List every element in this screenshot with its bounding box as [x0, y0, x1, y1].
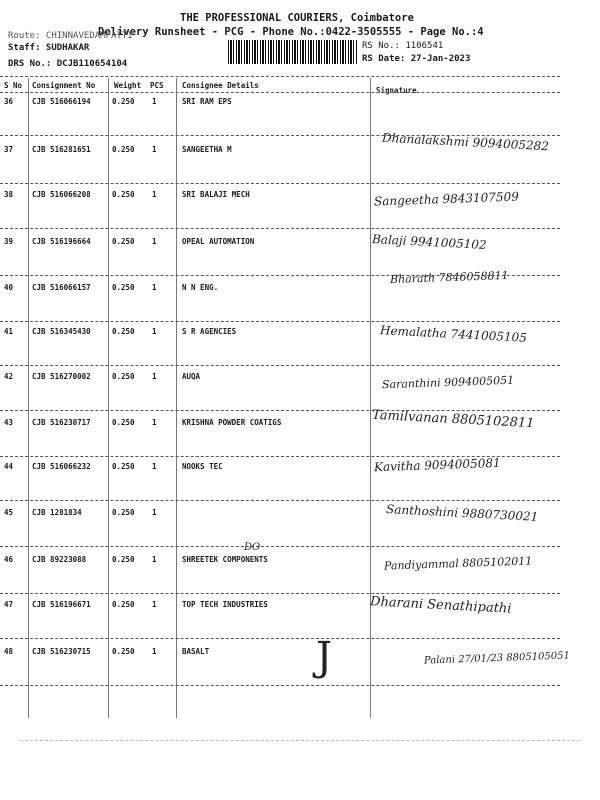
- row-pieces: 1: [152, 283, 157, 292]
- route-label: Route: CHINNAVEDAMPATTI: [8, 31, 133, 41]
- row-weight: 0.250: [112, 327, 135, 336]
- row-serial-number: 43: [4, 418, 14, 427]
- row-signature: Santhoshini 9880730021: [385, 502, 539, 524]
- row-consignment-number: CJB 516270002: [32, 372, 91, 381]
- row-signature: Dhanalakshmi 9094005282: [381, 130, 550, 154]
- row-signature: Kavitha 9094005081: [373, 455, 501, 475]
- row-consignee: SANGEETHA M: [182, 145, 232, 154]
- rs-date: RS Date: 27-Jan-2023: [362, 54, 471, 64]
- row-serial-number: 41: [4, 327, 14, 336]
- row-consignee: N N ENG.: [182, 283, 219, 292]
- staff-label: Staff: SUDHAKAR: [8, 43, 90, 53]
- row-signature: Hemalatha 7441005105: [379, 323, 528, 345]
- row-separator: [0, 410, 560, 411]
- row-signature: Dharani Senathipathi: [369, 594, 512, 617]
- row-separator: [0, 500, 560, 501]
- row-pieces: 1: [152, 237, 157, 246]
- row-signature: Pandiyammal 8805102011: [383, 554, 533, 573]
- row-pieces: 1: [152, 600, 157, 609]
- row-pieces: 1: [152, 418, 157, 427]
- col-consignment: Consignment No: [32, 81, 96, 90]
- row-weight: 0.250: [112, 508, 135, 517]
- column-divider: [176, 78, 177, 718]
- row-consignee: SHREETEK COMPONENTS: [182, 555, 268, 564]
- company-name: THE PROFESSIONAL COURIERS, Coimbatore: [180, 12, 414, 24]
- row-serial-number: 45: [4, 508, 14, 517]
- col-weight: Weight: [114, 81, 142, 90]
- row-separator: [0, 321, 560, 322]
- row-weight: 0.250: [112, 418, 135, 427]
- row-separator: [0, 685, 560, 686]
- row-separator: [0, 228, 560, 229]
- row-serial-number: 37: [4, 145, 14, 154]
- row-consignee: SRI RAM EPS: [182, 97, 232, 106]
- row-consignment-number: CJB 516066232: [32, 462, 91, 471]
- row-serial-number: 39: [4, 237, 14, 246]
- row-pieces: 1: [152, 508, 157, 517]
- column-divider: [108, 78, 109, 718]
- column-divider: [28, 78, 29, 718]
- row-serial-number: 47: [4, 600, 14, 609]
- row-separator: [0, 546, 560, 547]
- row-consignment-number: CJB 516230715: [32, 647, 91, 656]
- row-consignment-number: CJB 89223088: [32, 555, 87, 564]
- row-serial-number: 40: [4, 283, 14, 292]
- row-separator: [0, 183, 560, 184]
- row-weight: 0.250: [112, 647, 135, 656]
- row-weight: 0.250: [112, 145, 135, 154]
- row-consignee: S R AGENCIES: [182, 327, 237, 336]
- row-consignee: BASALT: [182, 647, 210, 656]
- row-pieces: 1: [152, 555, 157, 564]
- row-separator: [0, 638, 560, 639]
- row-signature: Bharath 7846058811: [389, 268, 509, 287]
- row-serial-number: 46: [4, 555, 14, 564]
- row-pieces: 1: [152, 647, 157, 656]
- row-consignment-number: CJB 516345430: [32, 327, 91, 336]
- column-divider: [370, 78, 371, 718]
- row-consignment-number: CJB 516196664: [32, 237, 91, 246]
- row-pieces: 1: [152, 462, 157, 471]
- col-sno: S No: [4, 81, 23, 90]
- row-serial-number: 44: [4, 462, 14, 471]
- runsheet-title: Delivery Runsheet - PCG - Phone No.:0422-3505555 - Page No.:4: [98, 26, 484, 38]
- drs-number: DRS No.: DCJB110654104: [8, 59, 128, 69]
- rs-number: RS No.: 1106541: [362, 41, 444, 51]
- barcode-image: [228, 40, 358, 64]
- row-weight: 0.250: [112, 97, 135, 106]
- handwritten-mark: DO: [244, 542, 261, 553]
- row-consignment-number: CJB 516066208: [32, 190, 91, 199]
- row-pieces: 1: [152, 372, 157, 381]
- row-signature: Balaji 9941005102: [371, 232, 487, 252]
- row-consignment-number: CJB 1281834: [32, 508, 82, 517]
- row-signature: Palani 27/01/23 8805105051: [423, 650, 571, 667]
- row-separator: [0, 365, 560, 366]
- row-weight: 0.250: [112, 190, 135, 199]
- row-signature: Saranthini 9094005051: [381, 373, 515, 392]
- row-consignment-number: CJB 516066157: [32, 283, 91, 292]
- row-consignee: KRISHNA POWDER COATIGS: [182, 418, 282, 427]
- row-signature: Tamilvanan 8805102811: [371, 407, 535, 432]
- row-weight: 0.250: [112, 600, 135, 609]
- row-consignee: NOOKS TEC: [182, 462, 223, 471]
- handwritten-bracket: J: [316, 634, 333, 680]
- row-serial-number: 48: [4, 647, 14, 656]
- faded-footer: [20, 740, 580, 741]
- header-rule-bottom: [0, 92, 560, 93]
- row-pieces: 1: [152, 190, 157, 199]
- row-weight: 0.250: [112, 237, 135, 246]
- row-weight: 0.250: [112, 372, 135, 381]
- row-pieces: 1: [152, 327, 157, 336]
- row-serial-number: 36: [4, 97, 14, 106]
- row-signature: Sangeetha 9843107509: [373, 189, 520, 209]
- row-consignee: OPEAL AUTOMATION: [182, 237, 255, 246]
- row-consignment-number: CJB 516196671: [32, 600, 91, 609]
- row-consignment-number: CJB 516230717: [32, 418, 91, 427]
- row-consignee: TOP TECH INDUSTRIES: [182, 600, 268, 609]
- row-serial-number: 38: [4, 190, 14, 199]
- row-separator: [0, 593, 560, 594]
- header-rule: [0, 76, 560, 77]
- row-weight: 0.250: [112, 555, 135, 564]
- row-consignment-number: CJB 516066194: [32, 97, 91, 106]
- col-signature: Signature: [376, 86, 417, 95]
- col-pcs: PCS: [150, 81, 164, 90]
- row-pieces: 1: [152, 145, 157, 154]
- row-consignee: SRI BALAJI MECH: [182, 190, 250, 199]
- row-consignment-number: CJB 516281651: [32, 145, 91, 154]
- col-consignee: Consignee Details: [182, 81, 259, 90]
- row-weight: 0.250: [112, 462, 135, 471]
- row-serial-number: 42: [4, 372, 14, 381]
- row-consignee: AUQA: [182, 372, 201, 381]
- row-weight: 0.250: [112, 283, 135, 292]
- row-pieces: 1: [152, 97, 157, 106]
